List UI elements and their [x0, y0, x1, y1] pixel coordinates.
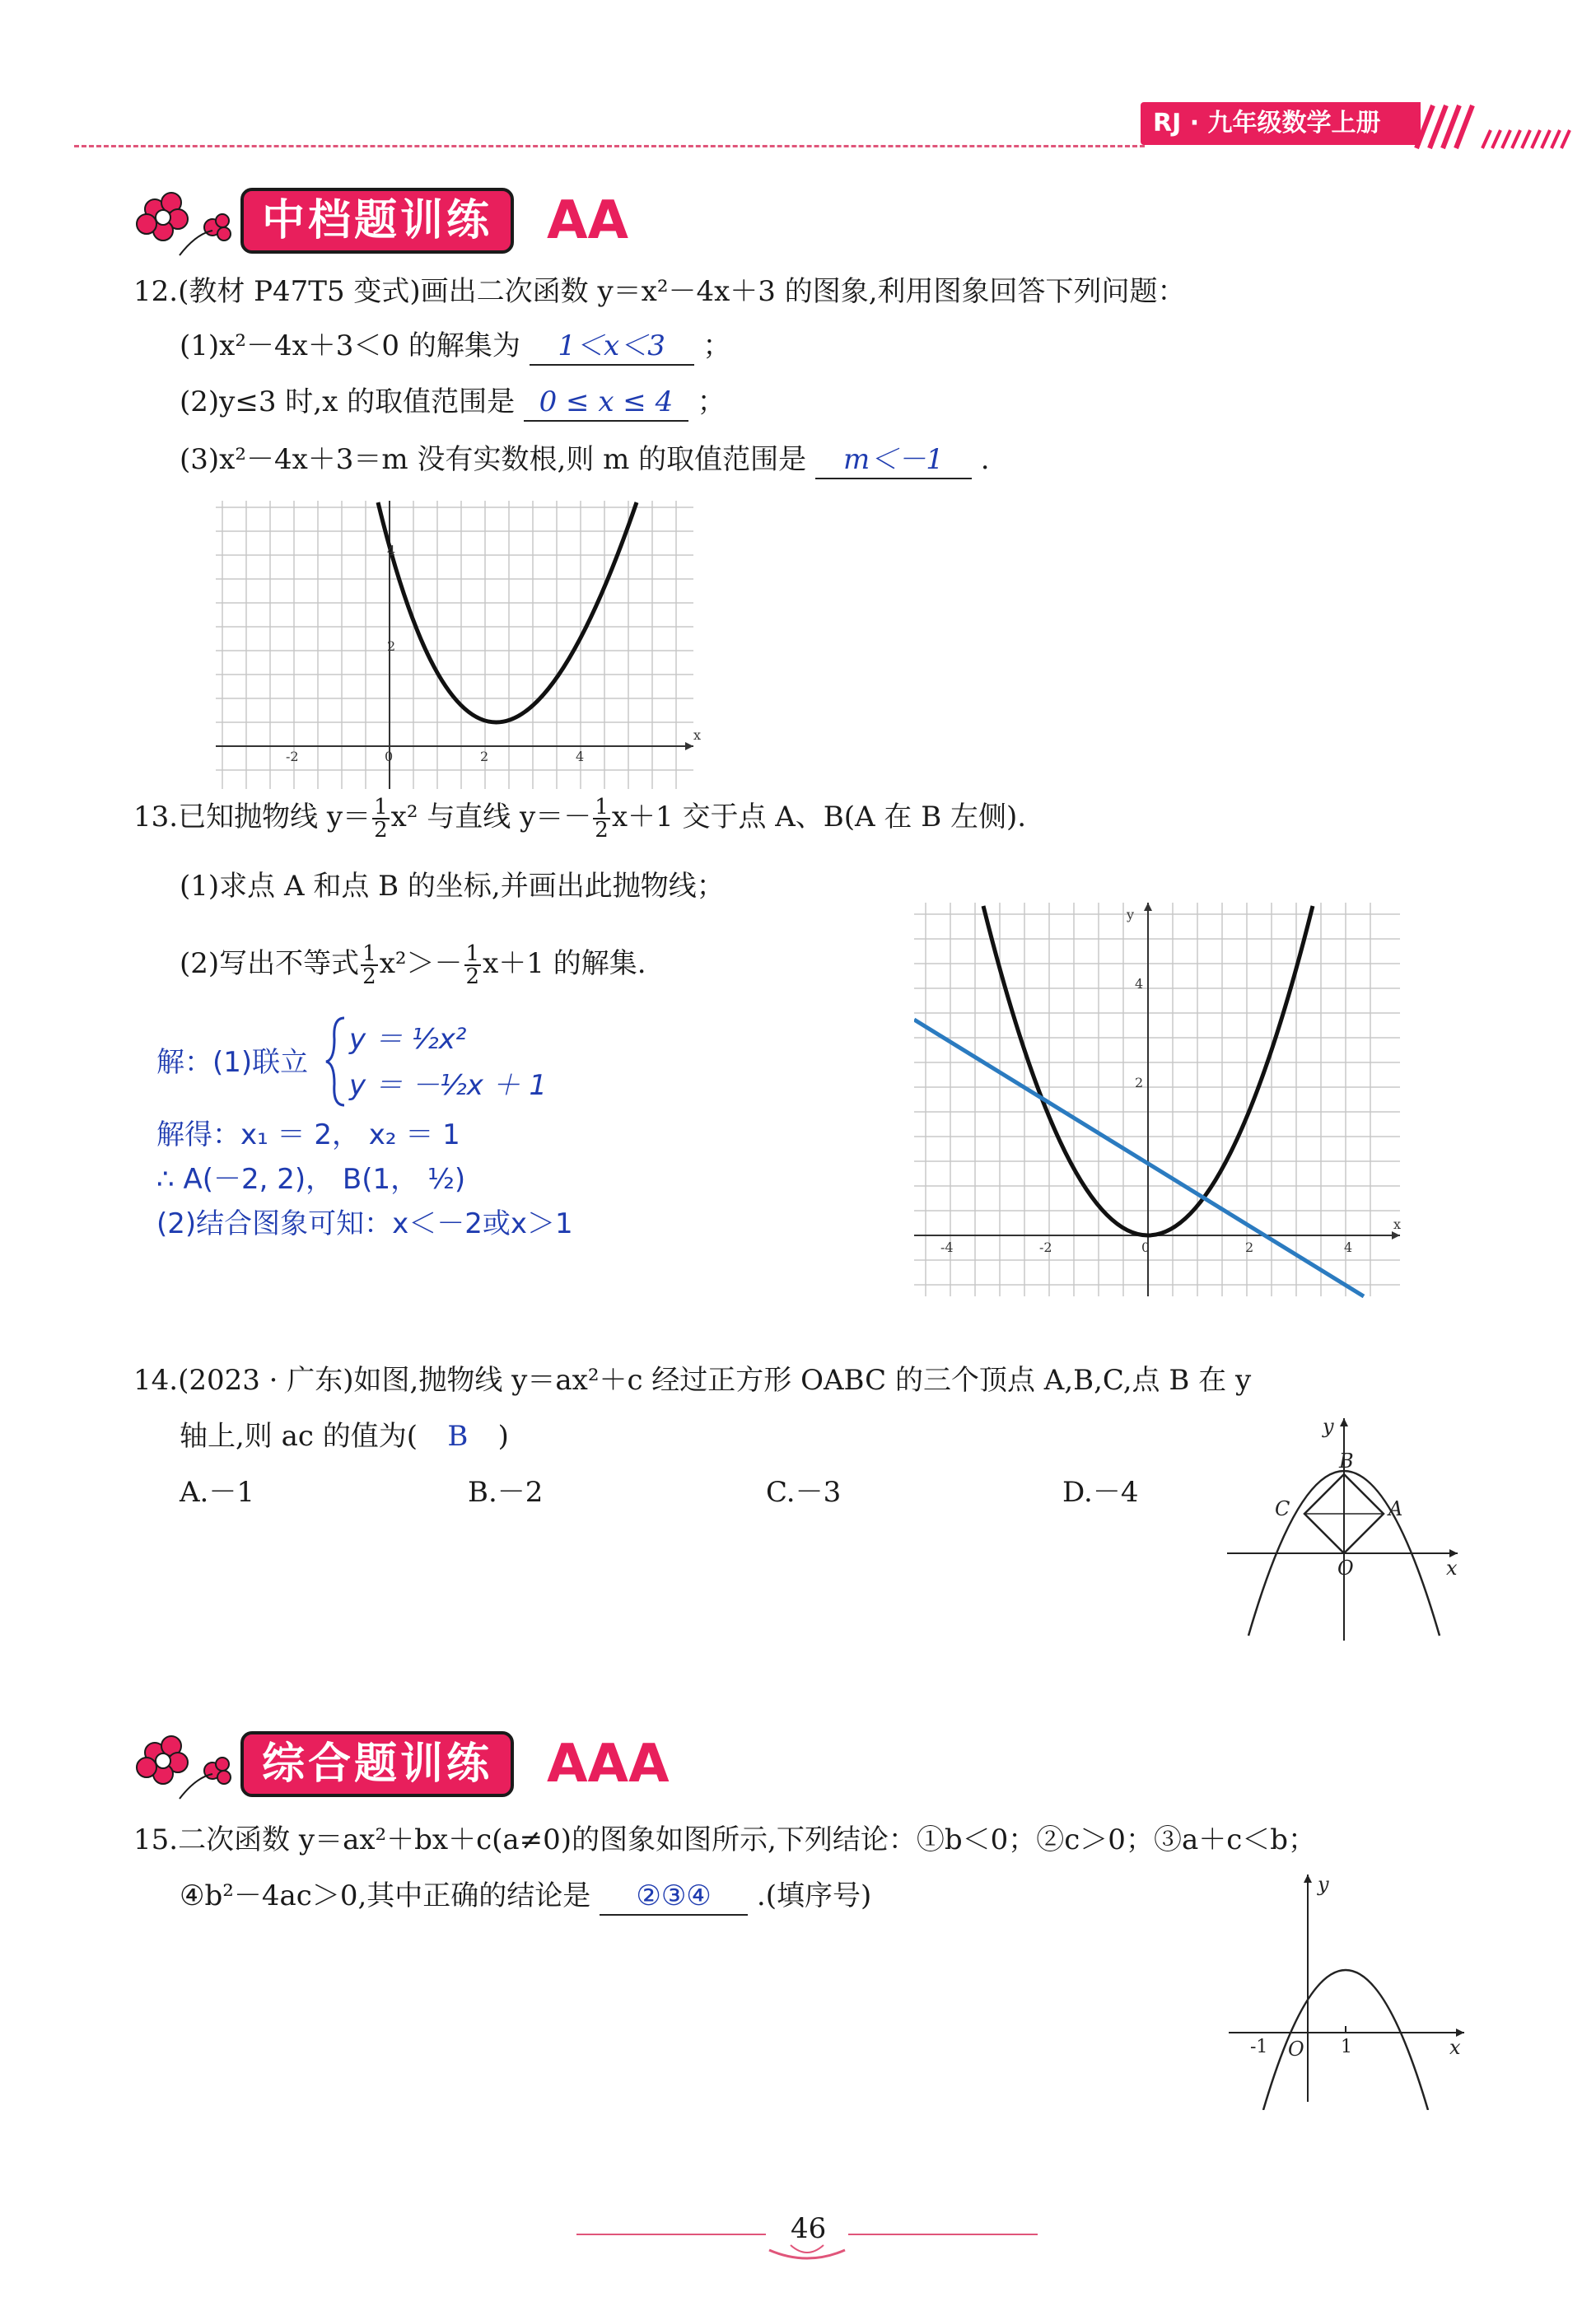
footer-left-rule [576, 2234, 766, 2235]
svg-text:O: O [1288, 2038, 1304, 2061]
svg-text:-4: -4 [940, 1240, 954, 1255]
svg-text:4: 4 [576, 749, 585, 764]
q14-choice-d: D.－4 [1062, 1476, 1139, 1509]
q13-system-eq2: y ＝ －½x ＋ 1 [349, 1069, 548, 1102]
svg-text:2: 2 [480, 749, 489, 764]
q12-part3: (3)x²－4x＋3＝m 没有实数根,则 m 的取值范围是 m＜－1 . [180, 441, 990, 479]
q13-solution-lead: 解：(1)联立 [156, 1046, 309, 1079]
q13-system-eq1: y ＝ ½x² [349, 1023, 467, 1056]
q14-answer: B [447, 1420, 469, 1453]
q14-choice-b: B.－2 [468, 1476, 544, 1509]
section-level-medium: AA [547, 190, 629, 251]
svg-text:2: 2 [387, 638, 396, 654]
section-title-comprehensive: 综合题训练 [240, 1731, 514, 1797]
q13-solution-roots: 解得：x₁ ＝ 2， x₂ ＝ 1 [156, 1118, 460, 1151]
q13-graph [914, 903, 1408, 1298]
q13-part2: (2)写出不等式 $\frac{1}{2}$ x²＞－ $\frac{1}{2}$ x＋1 的解集. [180, 941, 646, 989]
q14-figure [1219, 1413, 1466, 1644]
svg-text:1: 1 [1341, 2037, 1352, 2057]
q13-solution-set: (2)结合图象可知：x＜－2或x＞1 [156, 1207, 573, 1240]
flower-icon [130, 1728, 237, 1802]
q12-part2: (2)y≤3 时,x 的取值范围是 0 ≤ x ≤ 4 ； [180, 384, 726, 422]
svg-text:-2: -2 [1039, 1240, 1052, 1255]
svg-text:x: x [1393, 1216, 1402, 1232]
q14-choice-c: C.－3 [766, 1476, 842, 1509]
svg-text:x: x [1446, 1557, 1458, 1580]
svg-text:A: A [1388, 1497, 1403, 1520]
svg-text:4: 4 [387, 543, 396, 558]
footer-ornament-icon [766, 2239, 848, 2263]
svg-text:-1: -1 [1250, 2037, 1268, 2057]
svg-text:C: C [1275, 1497, 1290, 1520]
q12-part1: (1)x²－4x＋3＜0 的解集为 1＜x＜3 ； [180, 328, 730, 366]
svg-text:x: x [1449, 2036, 1461, 2059]
system-brace-icon [324, 1015, 348, 1109]
svg-text:y: y [1323, 1415, 1334, 1438]
svg-text:y: y [1127, 907, 1135, 922]
q12-answer1: 1＜x＜3 [530, 328, 694, 366]
q15-stem: 15.二次函数 y＝ax²＋bx＋c(a≠0)的图象如图所示,下列结论：①b＜0；②c＞0；③a＋c＜b； [133, 1823, 1317, 1856]
header-series: RJ · 九年级数学上册 [1153, 109, 1381, 138]
svg-text:B: B [1339, 1450, 1354, 1473]
svg-text:2: 2 [1135, 1075, 1144, 1090]
q14-choice-a: A.－1 [180, 1476, 254, 1509]
q15-stem-line2: ④b²－4ac＞0,其中正确的结论是 ②③④ .(填序号) [180, 1878, 871, 1916]
q12-answer2: 0 ≤ x ≤ 4 [524, 384, 688, 422]
q14-stem-line2: 轴上,则 ac 的值为( B ) [180, 1420, 509, 1453]
section-title-medium: 中档题训练 [240, 188, 514, 254]
footer-right-rule [848, 2234, 1038, 2235]
svg-text:0: 0 [1141, 1240, 1150, 1255]
svg-text:4: 4 [1135, 976, 1144, 992]
q12-answer3: m＜－1 [815, 441, 972, 479]
q15-figure [1225, 1871, 1472, 2110]
svg-text:y: y [1318, 1873, 1329, 1896]
page-number: 46 [791, 2212, 827, 2245]
svg-text:0: 0 [385, 749, 394, 764]
q12-graph [216, 501, 702, 791]
svg-text:-2: -2 [286, 749, 299, 764]
svg-text:O: O [1337, 1557, 1354, 1580]
svg-text:4: 4 [1344, 1240, 1353, 1255]
q14-stem: 14.(2023 · 广东)如图,抛物线 y＝ax²＋c 经过正方形 OABC 的三个顶点 A,B,C,点 B 在 y [133, 1364, 1252, 1397]
header-divider [74, 145, 1145, 147]
header-stripes [1400, 102, 1589, 152]
q13-solution-points: ∴ A(－2, 2)， B(1， ½) [156, 1163, 466, 1196]
section-level-comprehensive: AAA [547, 1734, 670, 1795]
svg-text:2: 2 [1245, 1240, 1254, 1255]
q12-stem: 12.(教材 P47T5 变式)画出二次函数 y＝x²－4x＋3 的图象,利用图象回答下列问题： [133, 275, 1186, 308]
flower-icon [130, 184, 237, 259]
q15-answer: ②③④ [600, 1878, 748, 1916]
q13-stem: 13.已知抛物线 y＝ $\frac{1}{2}$ x² 与直线 y＝－ $\frac{1}{2}$ x＋1 交于点 A、B(A 在 B 左侧). [133, 795, 1027, 843]
q12-graph-x-label: x [693, 727, 702, 743]
q13-part1: (1)求点 A 和点 B 的坐标,并画出此抛物线； [180, 870, 725, 903]
